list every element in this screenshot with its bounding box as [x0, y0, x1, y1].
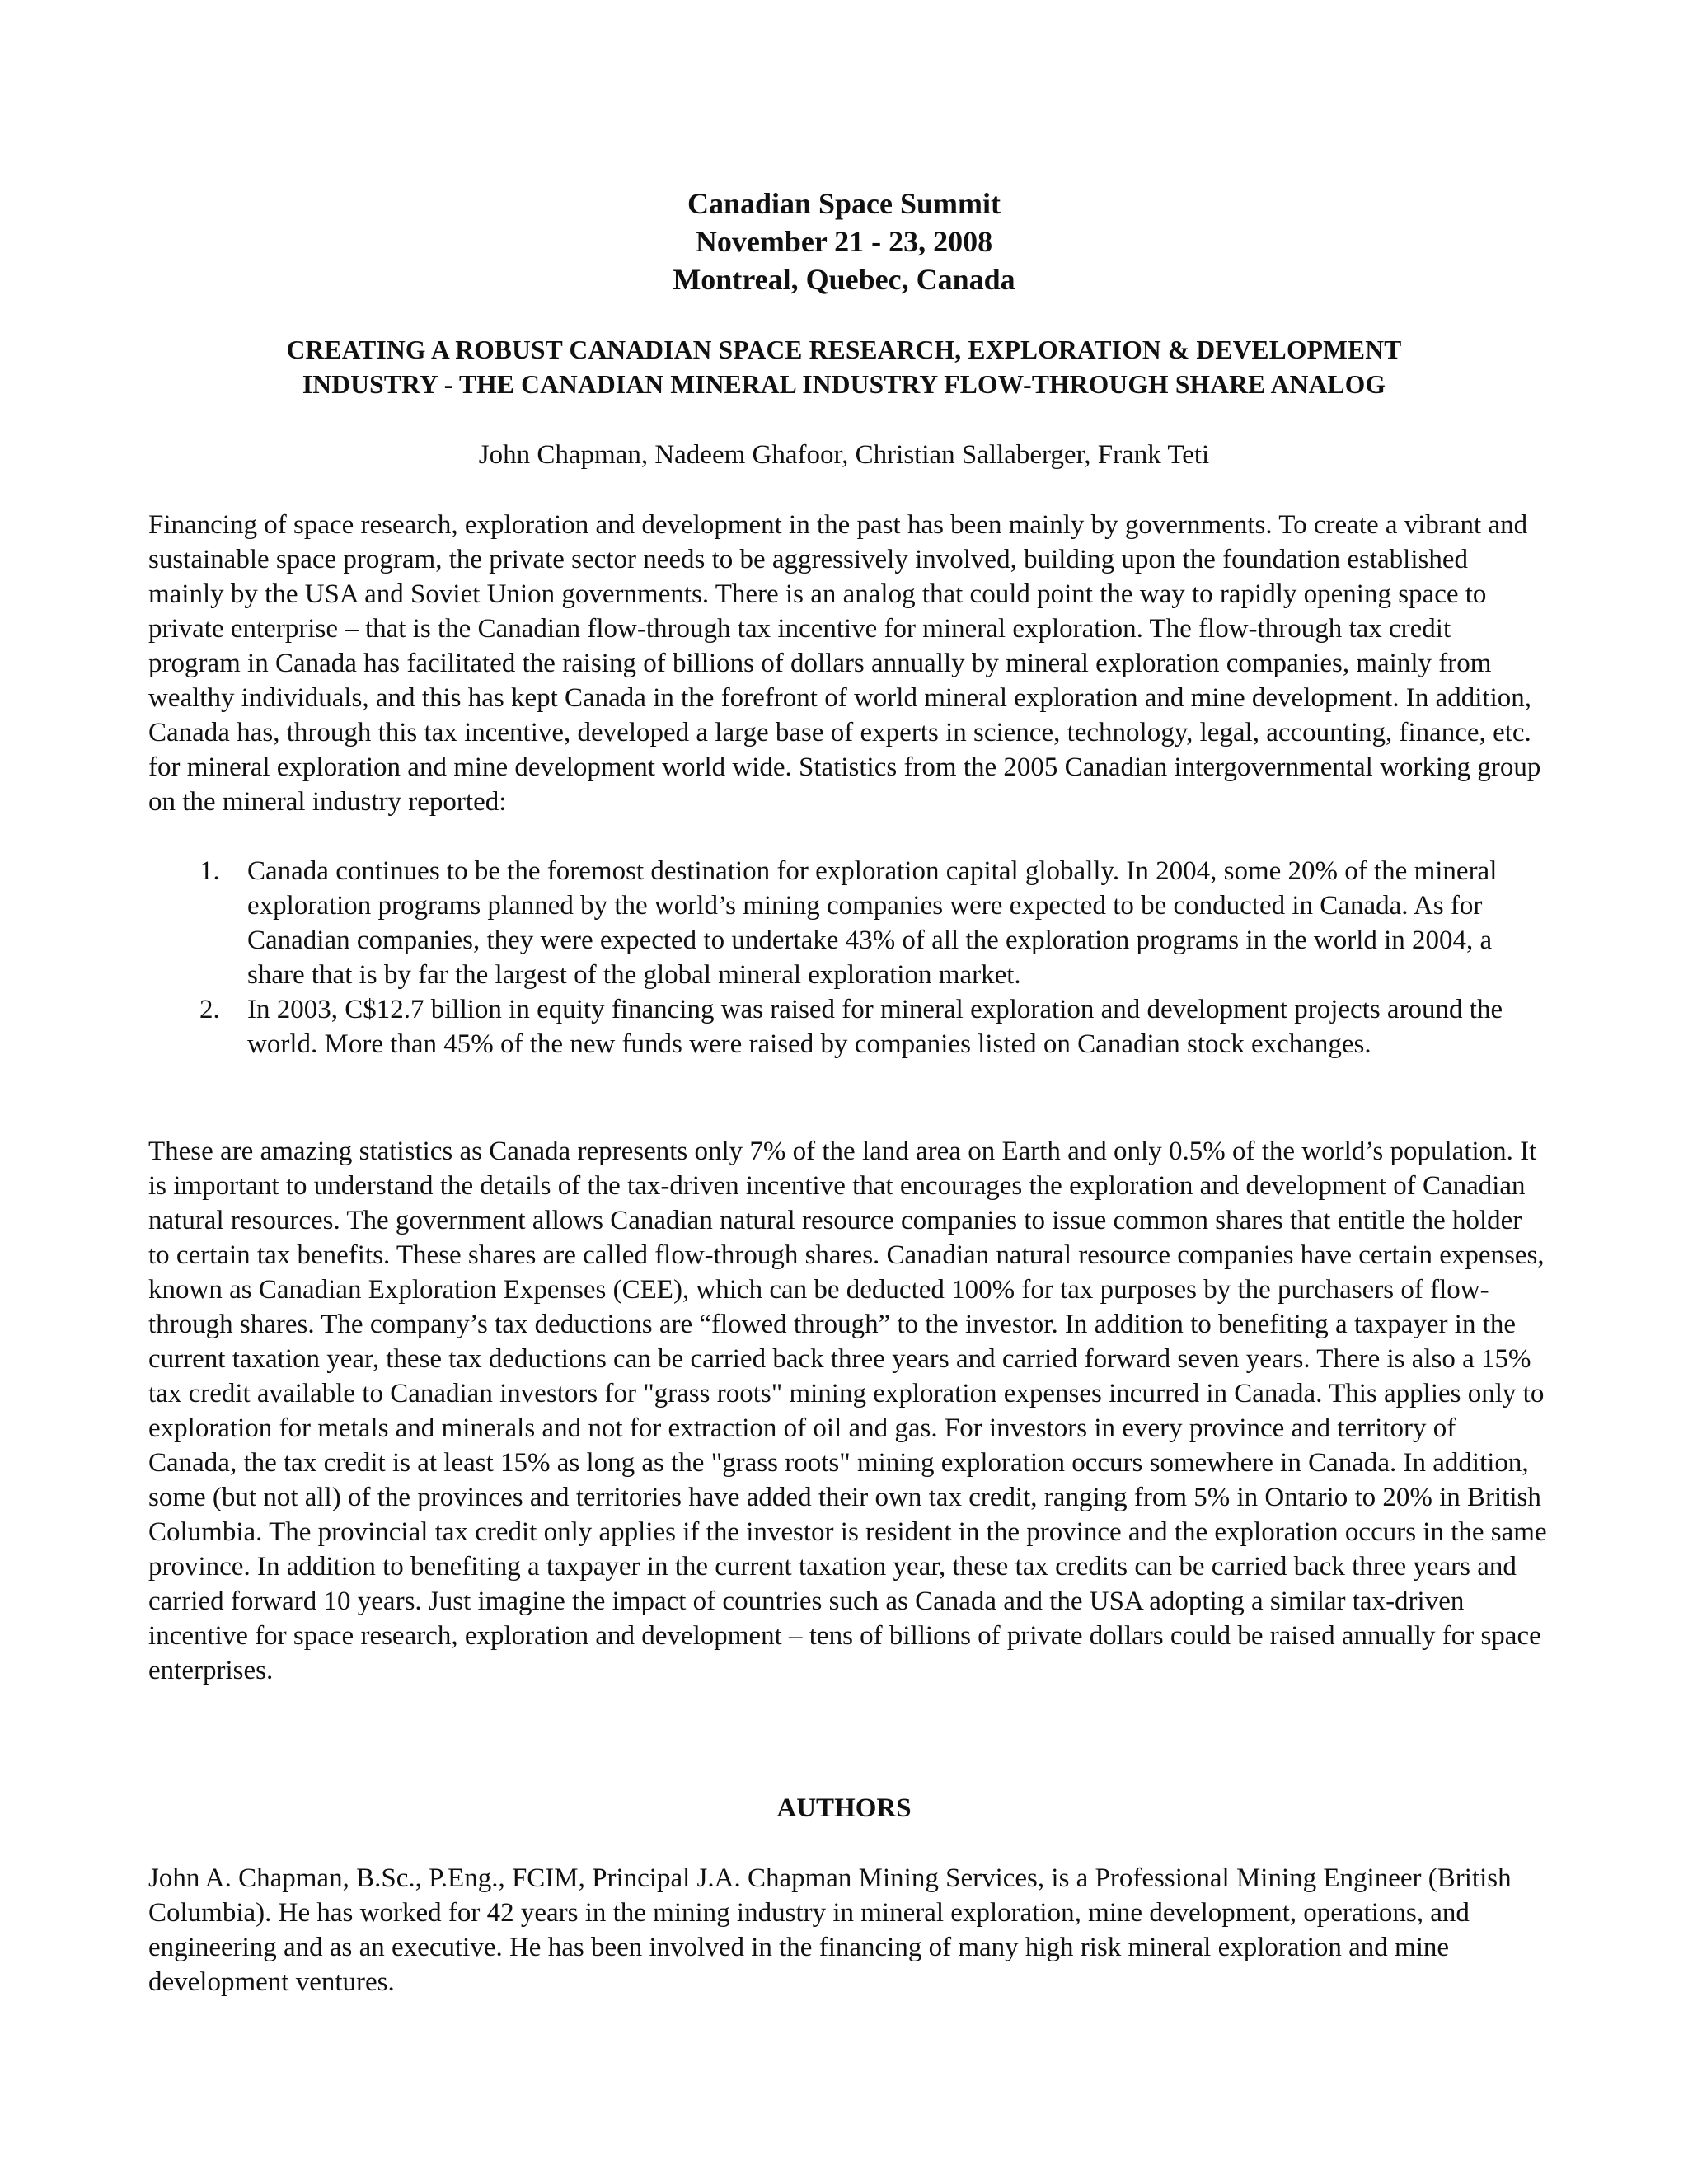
list-item [148, 854, 1550, 992]
list-item-text: Canada continues to be the foremost destination for exploration capital globally. In 2004, some 20% of the mineral exploration programs planned by the world’s mining companies were expected to be conducted in Canada. As for Canadian companies, they were expected to undertake 43% of all the exploration programs in the world in 2004, a share that is by far the largest of the global mineral exploration market. [247, 856, 1498, 990]
main-paragraph: These are amazing statistics as Canada represents only 7% of the land area on Earth and only 0.5% of the world’s population. It is important to understand the details of the tax-driven incentive that encourages the exploration and development of Canadian natural resources. The government allows Canadian natural resource companies to issue common shares that entitle the holder to certain tax benefits. These shares are called flow-through shares. Canadian natural resource companies have certain expenses, known as Canadian Exploration Expenses (CEE), which can be deducted 100% for tax purposes by the purchasers of flow-through shares. The company’s tax deductions are “flowed through” to the investor. In addition to benefiting a taxpayer in the current taxation year, these tax deductions can be carried back three years and carried forward seven years. There is also a 15% tax credit available to Canadian investors for "grass roots" mining exploration expenses incurred in Canada. This applies only to exploration for metals and minerals and not for extraction of oil and gas. For investors in every province and territory of Canada, the tax credit is at least 15% as long as the "grass roots" mining exploration occurs somewhere in Canada. In addition, some (but not all) of the provinces and territories have added their own tax credit, ranging from 5% in Ontario to 20% in British Columbia. The provincial tax credit only applies if the investor is resident in the province and the exploration occurs in the same province. In addition to benefiting a taxpayer in the current taxation year, these tax credits can be carried back three years and carried forward 10 years. Just imagine the impact of countries such as Canada and the USA adopting a similar tax-driven incentive for space research, exploration and development – tens of billions of private dollars could be raised annually for space enterprises. [148, 1137, 1547, 1685]
conference-dates: November 21 - 23, 2008 [695, 225, 993, 258]
author-bio-paragraph: John A. Chapman, B.Sc., P.Eng., FCIM, Principal J.A. Chapman Mining Services, is a Professional Mining Engineer (British Columbia). He has worked for 42 years in the mining industry in mineral exploration, mine development, operations, and engineering and as an executive. He has been involved in the financing of many high risk mineral exploration and mine development ventures. [148, 1863, 1512, 1997]
intro-paragraph: Financing of space research, exploration and development in the past has been mainly by governments. To create a vibrant and sustainable space program, the private sector needs to be aggressively involved, building upon the foundation established mainly by the USA and Soviet Union governments. There is an analog that could point the way to rapidly opening space to private enterprise – that is the Canadian flow-through tax incentive for mineral exploration. The flow-through tax credit program in Canada has facilitated the raising of billions of dollars annually by mineral exploration companies, mainly from wealthy individuals, and this has kept Canada in the forefront of world mineral exploration and mine development. In addition, Canada has, through this tax incentive, developed a large base of experts in science, technology, legal, accounting, finance, etc. for mineral exploration and mine development world wide. Statistics from the 2005 Canadian intergovernmental working group on the mineral industry reported: [148, 510, 1541, 817]
list-item-number: 2. [199, 995, 220, 1024]
conference-header [0, 185, 1688, 298]
conference-location: Montreal, Quebec, Canada [673, 263, 1015, 296]
paper-title-line-2: INDUSTRY - THE CANADIAN MINERAL INDUSTRY FLOW-THROUGH SHARE ANALOG [302, 370, 1386, 399]
paper-title [148, 333, 1540, 402]
statistics-list [148, 854, 1550, 1062]
paper-title-line-1: CREATING A ROBUST CANADIAN SPACE RESEARCH, EXPLORATION & DEVELOPMENT [286, 335, 1402, 364]
author-names: John Chapman, Nadeem Ghafoor, Christian Sallaberger, Frank Teti [478, 440, 1210, 470]
authors-heading: AUTHORS [776, 1793, 912, 1823]
conference-name: Canadian Space Summit [687, 187, 1001, 220]
list-item [148, 992, 1550, 1062]
list-item-number: 1. [199, 856, 220, 886]
list-item-text: In 2003, C$12.7 billion in equity financing was raised for mineral exploration and development projects around the world. More than 45% of the new funds were raised by companies listed on Canadian stock exchanges. [247, 995, 1503, 1059]
